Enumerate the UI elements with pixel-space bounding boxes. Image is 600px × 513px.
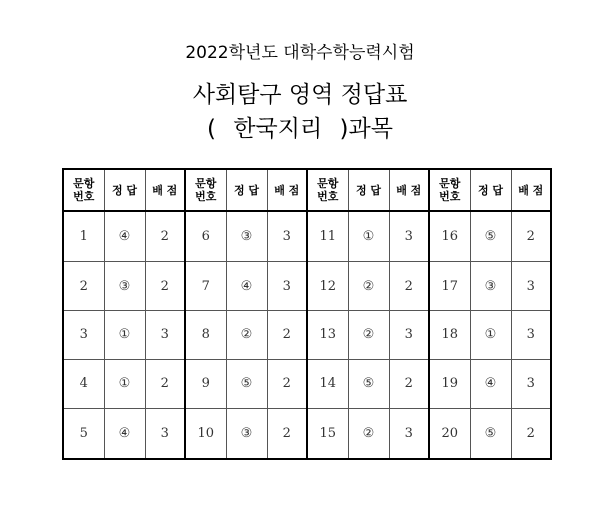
answer-cell: ① xyxy=(348,211,389,262)
points-cell: 2 xyxy=(145,211,185,262)
question-number-cell: 17 xyxy=(429,262,470,311)
question-number-cell: 16 xyxy=(429,211,470,262)
subject-title xyxy=(0,110,600,143)
question-number-cell: 15 xyxy=(307,408,348,459)
answer-cell: ③ xyxy=(470,262,511,311)
points-cell: 2 xyxy=(389,262,429,311)
subject-name: 한국지리 xyxy=(233,116,323,142)
points-cell: 2 xyxy=(267,408,307,459)
table-row xyxy=(63,408,551,459)
header-question-number-line2: 번호 xyxy=(195,190,217,203)
question-number-cell: 12 xyxy=(307,262,348,311)
answer-key-title: 사회탐구 영역 정답표 xyxy=(192,82,408,108)
answer-cell: ⑤ xyxy=(348,359,389,408)
header-question-number xyxy=(185,169,226,211)
answer-cell: ⑤ xyxy=(470,211,511,262)
answer-cell: ③ xyxy=(226,211,267,262)
points-cell: 3 xyxy=(145,311,185,360)
question-number-cell: 4 xyxy=(63,359,104,408)
answer-cell: ③ xyxy=(104,262,145,311)
question-number-cell: 20 xyxy=(429,408,470,459)
points-cell: 2 xyxy=(267,311,307,360)
question-number-cell: 2 xyxy=(63,262,104,311)
answer-cell: ⑤ xyxy=(470,408,511,459)
answer-cell: ② xyxy=(348,408,389,459)
points-cell: 3 xyxy=(389,211,429,262)
question-number-cell: 14 xyxy=(307,359,348,408)
question-number-cell: 13 xyxy=(307,311,348,360)
header-question-number-line2: 번호 xyxy=(73,190,95,203)
header-question-number xyxy=(429,169,470,211)
question-number-cell: 9 xyxy=(185,359,226,408)
header-points: 배 점 xyxy=(511,169,551,211)
question-number-cell: 19 xyxy=(429,359,470,408)
table-row xyxy=(63,311,551,360)
answer-cell: ⑤ xyxy=(226,359,267,408)
header-answer: 정 답 xyxy=(104,169,145,211)
answer-cell: ② xyxy=(348,262,389,311)
points-cell: 3 xyxy=(389,408,429,459)
question-number-cell: 7 xyxy=(185,262,226,311)
header-question-number-line1: 문항 xyxy=(317,177,339,190)
points-cell: 3 xyxy=(267,211,307,262)
question-number-cell: 10 xyxy=(185,408,226,459)
table-row xyxy=(63,211,551,262)
answer-cell: ④ xyxy=(104,211,145,262)
header-points: 배 점 xyxy=(267,169,307,211)
header-answer: 정 답 xyxy=(226,169,267,211)
points-cell: 2 xyxy=(511,211,551,262)
points-cell: 3 xyxy=(511,311,551,360)
header-points: 배 점 xyxy=(145,169,185,211)
answer-table xyxy=(62,168,552,460)
header-answer: 정 답 xyxy=(348,169,389,211)
points-cell: 3 xyxy=(511,359,551,408)
points-cell: 2 xyxy=(145,359,185,408)
table-header-row xyxy=(63,169,551,211)
answer-cell: ② xyxy=(226,311,267,360)
table-row xyxy=(63,359,551,408)
question-number-cell: 6 xyxy=(185,211,226,262)
exam-title: 2022학년도 대학수학능력시험 xyxy=(185,43,415,63)
points-cell: 2 xyxy=(389,359,429,408)
question-number-cell: 11 xyxy=(307,211,348,262)
points-cell: 2 xyxy=(145,262,185,311)
subject-open-paren: ( xyxy=(207,116,217,142)
question-number-cell: 8 xyxy=(185,311,226,360)
header-question-number-line1: 문항 xyxy=(73,177,95,190)
header-question-number-line2: 번호 xyxy=(439,190,461,203)
question-number-cell: 3 xyxy=(63,311,104,360)
question-number-cell: 18 xyxy=(429,311,470,360)
points-cell: 3 xyxy=(267,262,307,311)
header-question-number xyxy=(63,169,104,211)
points-cell: 3 xyxy=(389,311,429,360)
answer-cell: ④ xyxy=(226,262,267,311)
subject-close-paren: )과목 xyxy=(339,116,393,142)
header-question-number-line1: 문항 xyxy=(195,177,217,190)
answer-cell: ① xyxy=(470,311,511,360)
header-question-number xyxy=(307,169,348,211)
answer-cell: ④ xyxy=(470,359,511,408)
header-points: 배 점 xyxy=(389,169,429,211)
table-row xyxy=(63,262,551,311)
points-cell: 3 xyxy=(145,408,185,459)
points-cell: 2 xyxy=(267,359,307,408)
answer-cell: ② xyxy=(348,311,389,360)
header-answer: 정 답 xyxy=(470,169,511,211)
answer-cell: ④ xyxy=(104,408,145,459)
points-cell: 3 xyxy=(511,262,551,311)
question-number-cell: 1 xyxy=(63,211,104,262)
question-number-cell: 5 xyxy=(63,408,104,459)
header-question-number-line2: 번호 xyxy=(317,190,339,203)
header-question-number-line1: 문항 xyxy=(439,177,461,190)
points-cell: 2 xyxy=(511,408,551,459)
answer-cell: ① xyxy=(104,311,145,360)
answer-cell: ① xyxy=(104,359,145,408)
answer-cell: ③ xyxy=(226,408,267,459)
